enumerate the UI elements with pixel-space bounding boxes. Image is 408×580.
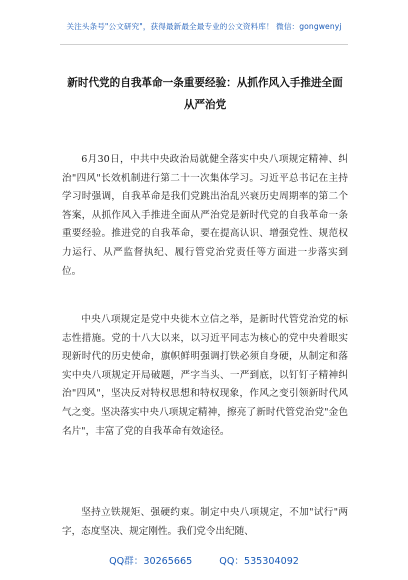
paragraph-3: 坚持立铁规矩、强硬约束。制定中央八项规定，不加"试行"两字，态度坚决、规定刚性。我们党令出纪随、 [62,507,348,537]
footer-contacts [0,553,408,567]
paragraph-1: 6月30日，中共中央政治局就健全落实中央八项规定精神、纠治"四风"长效机制进行第二十一次集体学习。习近平总书记在主持学习时强调，自我革命是我们党跳出治乱兴衰历史周期率的第二个答案，从抓作风入手推进全面从严治党是新时代党的自我革命一条重要经验。推进党的自我革命，要在提高认识、增强党性、规范权力运行、从严监督执纪、履行管党治党责任等方面进一步落实到位。 [62,154,348,277]
paragraph-2: 中央八项规定是党中央徙木立信之举，是新时代管党治党的标志性措施。党的十八大以来，以习近平同志为核心的党中央着眼实现新时代的历史使命，旗帜鲜明强调打铁必须自身硬，从制定和落实中央八项规定开局破题，严字当头、一严到底，以钉钉子精神纠治"四风"，坚决反对特权思想和特权现象，作风之变引领新时代风气之变。坚决落实中央八项规定精神，擦亮了新时代管党治党"金色名片"，丰富了党的自我革命有效途径。 [62,314,348,437]
header-divider [60,44,348,45]
header-banner: 关注头条号"公文研究"，获得最新最全最专业的公文资料库！ 微信：gongwenyj [66,22,342,31]
footer-qq: QQ：535304092 [219,556,299,567]
footer-qq-group: QQ群：30265665 [109,556,193,567]
document-title: 新时代党的自我革命一条重要经验：从抓作风入手推进全面从严治党 [67,77,343,111]
